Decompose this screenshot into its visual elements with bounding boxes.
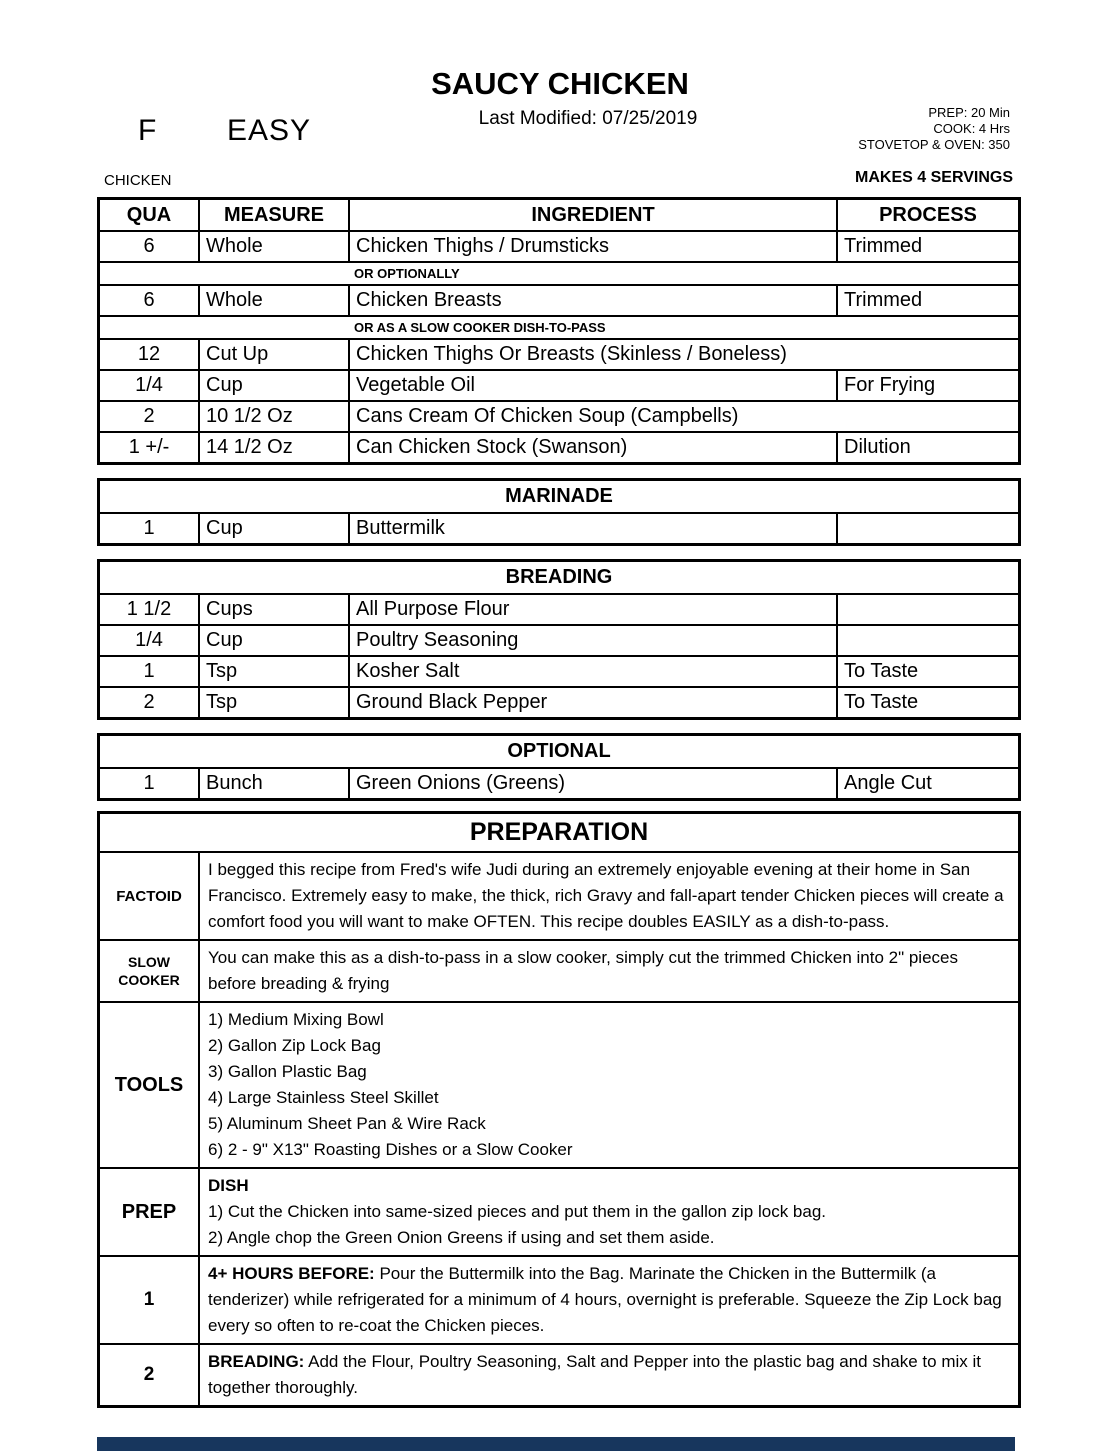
last-modified: Last Modified: 07/25/2019 [478, 108, 698, 129]
table-row [100, 624, 1018, 655]
step-text [200, 1257, 1018, 1343]
breading-table [97, 559, 1021, 720]
qty-cell: 2 [100, 402, 200, 431]
prep-row [100, 1167, 1018, 1255]
step-keyword: 4+ HOURS BEFORE: [208, 1264, 375, 1283]
col-header-process: PROCESS [879, 203, 977, 226]
step-number: 2 [100, 1345, 200, 1405]
prep-steps [200, 1169, 1018, 1255]
step-row [100, 1255, 1018, 1343]
measure-cell: Cup [200, 371, 350, 400]
qty-cell: 2 [100, 688, 200, 717]
process-cell [838, 595, 1018, 624]
section-title-row [100, 562, 1018, 593]
table-row [100, 686, 1018, 717]
step-body: Add the Flour, Poultry Seasoning, Salt and Pepper into the plastic bag and shake to mix it together thoroughly. [208, 1352, 981, 1397]
table-row [100, 767, 1018, 798]
ingredient-cell: Can Chicken Stock (Swanson) [350, 433, 838, 462]
qty-cell: 1 [100, 514, 200, 543]
measure-cell: Cups [200, 595, 350, 624]
process-cell: To Taste [844, 660, 919, 682]
ingredient-cell: Buttermilk [350, 514, 838, 543]
process-cell: Angle Cut [844, 772, 932, 794]
measure-cell: Cut Up [200, 340, 350, 369]
process-cell: To Taste [844, 691, 919, 713]
measure-cell: Cup [200, 626, 350, 655]
difficulty-label: EASY [227, 114, 312, 147]
ingredient-cell: Poultry Seasoning [350, 626, 838, 655]
table-header-row [100, 200, 1018, 230]
measure-cell: Whole [200, 286, 350, 315]
factoid-row [100, 851, 1018, 939]
cook-time: COOK: 4 Hrs [933, 121, 1010, 136]
col-header-measure: MEASURE [200, 200, 350, 230]
qty-cell: 1 +/- [100, 433, 200, 462]
preparation-title-row [100, 814, 1018, 851]
measure-cell: 14 1/2 Oz [200, 433, 350, 462]
measure-cell: Tsp [200, 688, 350, 717]
prep-heading: DISH [208, 1176, 249, 1195]
ingredient-cell: Chicken Breasts [350, 286, 838, 315]
preparation-title: PREPARATION [469, 818, 649, 846]
page-title: SAUCY CHICKEN [431, 66, 689, 101]
slow-cooker-label: SLOW COOKER [100, 941, 200, 1001]
table-note-row [100, 261, 1018, 284]
tool-item: 6) 2 - 9" X13" Roasting Dishes or a Slow Cooker [208, 1140, 573, 1159]
qty-cell: 1/4 [100, 626, 200, 655]
col-header-ingredient: INGREDIENT [350, 200, 838, 230]
table-row [100, 593, 1018, 624]
step-text [200, 1345, 1018, 1405]
measure-cell: Bunch [200, 769, 350, 798]
qty-cell: 6 [100, 232, 200, 261]
col-header-qua: QUA [100, 200, 200, 230]
table-row [100, 369, 1018, 400]
note-cell: OR AS A SLOW COOKER DISH-TO-PASS [354, 320, 606, 335]
process-cell: For Frying [844, 374, 936, 396]
section-title-row [100, 736, 1018, 767]
step-keyword: BREADING: [208, 1352, 305, 1371]
qty-cell: 1/4 [100, 371, 200, 400]
process-cell: Dilution [844, 436, 911, 458]
measure-cell: Tsp [200, 657, 350, 686]
tool-item: 4) Large Stainless Steel Skillet [208, 1088, 439, 1107]
table-row [100, 431, 1018, 462]
tool-item: 5) Aluminum Sheet Pan & Wire Rack [208, 1114, 486, 1133]
table-row [100, 655, 1018, 686]
slow-cooker-text: You can make this as a dish-to-pass in a slow cooker, simply cut the trimmed Chicken into 2" pieces before breading & frying [208, 948, 958, 993]
prep-time: PREP: 20 Min [928, 105, 1010, 120]
qty-cell: 6 [100, 286, 200, 315]
tools-row [100, 1001, 1018, 1167]
ingredients-table [97, 197, 1021, 465]
table-row [100, 284, 1018, 315]
process-cell: Trimmed [844, 289, 923, 311]
tools-label: TOOLS [100, 1003, 200, 1167]
qty-cell: 12 [100, 340, 200, 369]
qty-cell: 1 [100, 769, 200, 798]
process-cell [838, 626, 1018, 655]
measure-cell: Whole [200, 232, 350, 261]
tool-item: 2) Gallon Zip Lock Bag [208, 1036, 381, 1055]
table-row [100, 400, 1018, 431]
prep-step-item: 1) Cut the Chicken into same-sized pieces and put them in the gallon zip lock bag. [208, 1202, 827, 1221]
tool-item: 3) Gallon Plastic Bag [208, 1062, 367, 1081]
prep-label: PREP [100, 1169, 200, 1255]
ingredient-cell: Chicken Thighs / Drumsticks [350, 232, 838, 261]
note-cell: OR OPTIONALLY [354, 266, 460, 281]
preparation-table [97, 811, 1021, 1408]
ingredient-cell: Chicken Thighs Or Breasts (Skinless / Boneless) [356, 343, 787, 365]
stovetop-oven: STOVETOP & OVEN: 350 [858, 137, 1010, 152]
section-title: MARINADE [505, 485, 613, 507]
step-body: Pour the Buttermilk into the Bag. Marinate the Chicken in the Buttermilk (a tenderizer) while refrigerated for a minimum of 4 hours, overnight is preferable. Squeeze the Zip Lock bag every so often to re-coat the Chicken pieces. [208, 1264, 1002, 1335]
footer-bar [97, 1437, 1015, 1451]
ingredient-cell: All Purpose Flour [350, 595, 838, 624]
prep-step-item: 2) Angle chop the Green Onion Greens if using and set them aside. [208, 1228, 715, 1247]
table-row [100, 338, 1018, 369]
table-row [100, 230, 1018, 261]
factoid-text: I begged this recipe from Fred's wife Judi during an extremely enjoyable evening at their home in San Francisco. Extremely easy to make, the thick, rich Gravy and fall-apart tender Chicken pieces will create a comfort food you will want to make OFTEN. This recipe doubles EASILY as a dish-to-pass. [208, 860, 1004, 931]
ingredient-cell: Ground Black Pepper [350, 688, 838, 717]
table-row [100, 512, 1018, 543]
category-label: CHICKEN [104, 172, 172, 189]
section-title: OPTIONAL [507, 740, 611, 762]
step-row [100, 1343, 1018, 1405]
qty-cell: 1 [100, 657, 200, 686]
grade-letter: F [138, 114, 157, 147]
factoid-label: FACTOID [100, 853, 200, 939]
process-cell [838, 514, 1018, 543]
tool-item: 1) Medium Mixing Bowl [208, 1010, 384, 1029]
measure-cell: Cup [200, 514, 350, 543]
ingredient-cell: Kosher Salt [350, 657, 838, 686]
step-number: 1 [100, 1257, 200, 1343]
ingredient-cell: Vegetable Oil [350, 371, 838, 400]
table-note-row [100, 315, 1018, 338]
servings-label: MAKES 4 SERVINGS [855, 169, 1013, 186]
measure-cell: 10 1/2 Oz [200, 402, 350, 431]
process-cell: Trimmed [844, 235, 923, 257]
slow-cooker-row [100, 939, 1018, 1001]
qty-cell: 1 1/2 [100, 595, 200, 624]
timing-info [858, 105, 1010, 153]
marinade-table [97, 478, 1021, 546]
tools-list [200, 1003, 1018, 1167]
ingredient-cell: Cans Cream Of Chicken Soup (Campbells) [356, 405, 739, 427]
optional-table [97, 733, 1021, 801]
ingredient-cell: Green Onions (Greens) [350, 769, 838, 798]
section-title-row [100, 481, 1018, 512]
section-title: BREADING [505, 566, 613, 588]
